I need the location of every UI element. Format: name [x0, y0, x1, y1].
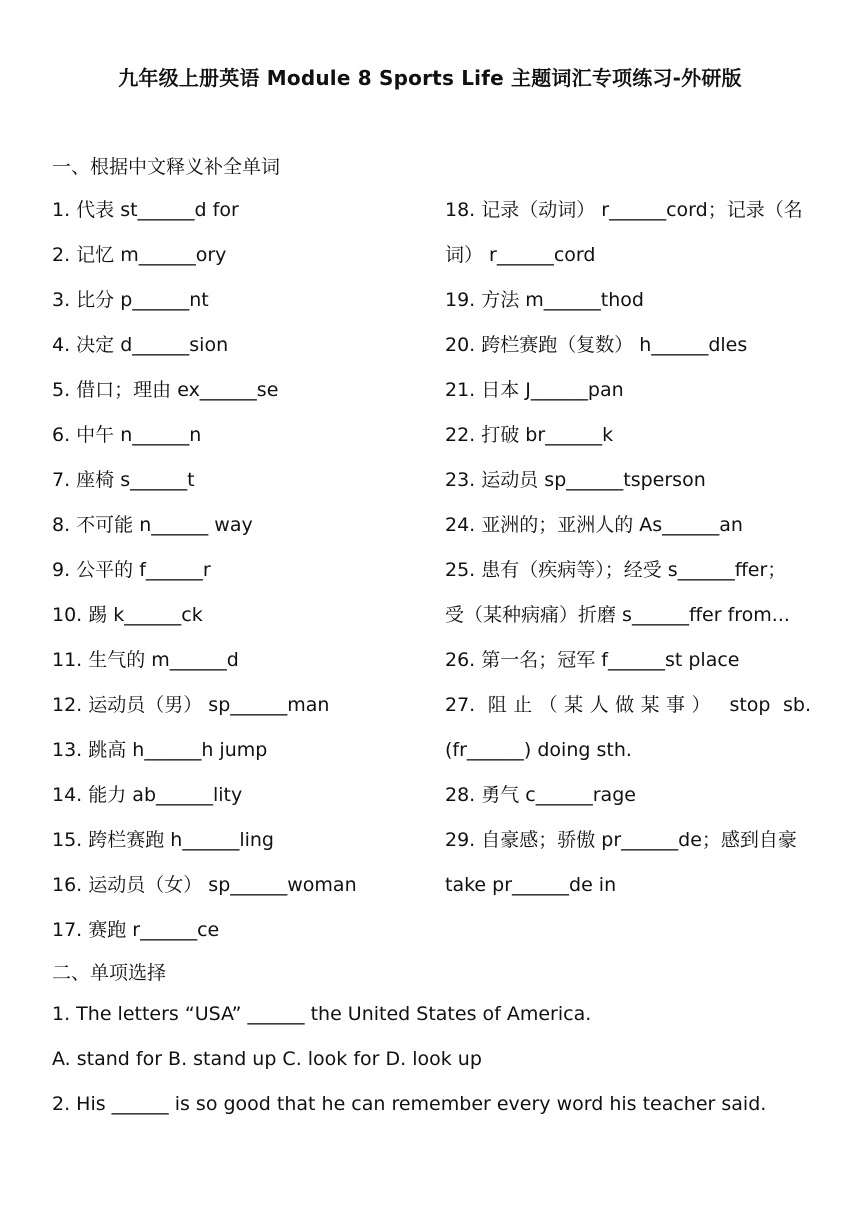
list-item: 1. 代表 st______d for — [52, 199, 239, 221]
page-title: 九年级上册英语 Module 8 Sports Life 主题词汇专项练习-外研版 — [118, 66, 742, 90]
list-item: 3. 比分 p______nt — [52, 289, 209, 311]
list-item: 11. 生气的 m______d — [52, 649, 239, 671]
list-item: 7. 座椅 s______t — [52, 469, 195, 491]
list-item: 8. 不可能 n______ way — [52, 514, 253, 536]
list-item: 15. 跨栏赛跑 h______ling — [52, 829, 274, 851]
section-2-heading: 二、单项选择 — [52, 962, 167, 984]
list-item: 21. 日本 J______pan — [445, 379, 624, 401]
list-item: 12. 运动员（男） sp______man — [52, 694, 330, 716]
list-item: 19. 方法 m______thod — [445, 289, 644, 311]
list-item-continuation: (fr______) doing sth. — [445, 739, 632, 761]
list-item: 22. 打破 br______k — [445, 424, 614, 446]
list-item-continuation: 受（某种病痛）折磨 s______ffer from... — [445, 604, 790, 626]
list-item: 2. 记忆 m______ory — [52, 244, 227, 266]
list-item: 9. 公平的 f______r — [52, 559, 211, 581]
list-item: 4. 决定 d______sion — [52, 334, 229, 356]
list-item: 16. 运动员（女） sp______woman — [52, 874, 357, 896]
list-item: 20. 跨栏赛跑（复数） h______dles — [445, 334, 748, 356]
list-item: 26. 第一名；冠军 f______st place — [445, 649, 740, 671]
list-item: 28. 勇气 c______rage — [445, 784, 636, 806]
list-item: 17. 赛跑 r______ce — [52, 919, 220, 941]
question-1-options: A. stand for B. stand up C. look for D. look up — [52, 1048, 482, 1070]
list-item: 18. 记录（动词） r______cord；记录（名 — [445, 199, 803, 221]
list-item: 25. 患有（疾病等）；经受 s______ffer； — [445, 559, 787, 581]
list-item-continuation: take pr______de in — [445, 874, 617, 896]
left-column — [52, 196, 432, 961]
list-item: 5. 借口；理由 ex______se — [52, 379, 279, 401]
list-item: 6. 中午 n______n — [52, 424, 202, 446]
list-item: 24. 亚洲的；亚洲人的 As______an — [445, 514, 743, 536]
question-1: 1. The letters “USA” ______ the United States of America. — [52, 1003, 592, 1025]
list-item: 14. 能力 ab______lity — [52, 784, 243, 806]
question-2: 2. His ______ is so good that he can remember every word his teacher said. — [52, 1093, 767, 1115]
list-item: 13. 跳高 h______h jump — [52, 739, 268, 761]
section-1-heading: 一、根据中文释义补全单词 — [52, 156, 281, 178]
list-item: 29. 自豪感；骄傲 pr______de；感到自豪 — [445, 829, 797, 851]
list-item: 27. 阻止（某人做某事） stop sb. — [445, 694, 811, 716]
list-item: 10. 踢 k______ck — [52, 604, 203, 626]
right-column — [445, 196, 811, 916]
list-item-continuation: 词） r______cord — [445, 244, 596, 266]
list-item: 23. 运动员 sp______tsperson — [445, 469, 706, 491]
